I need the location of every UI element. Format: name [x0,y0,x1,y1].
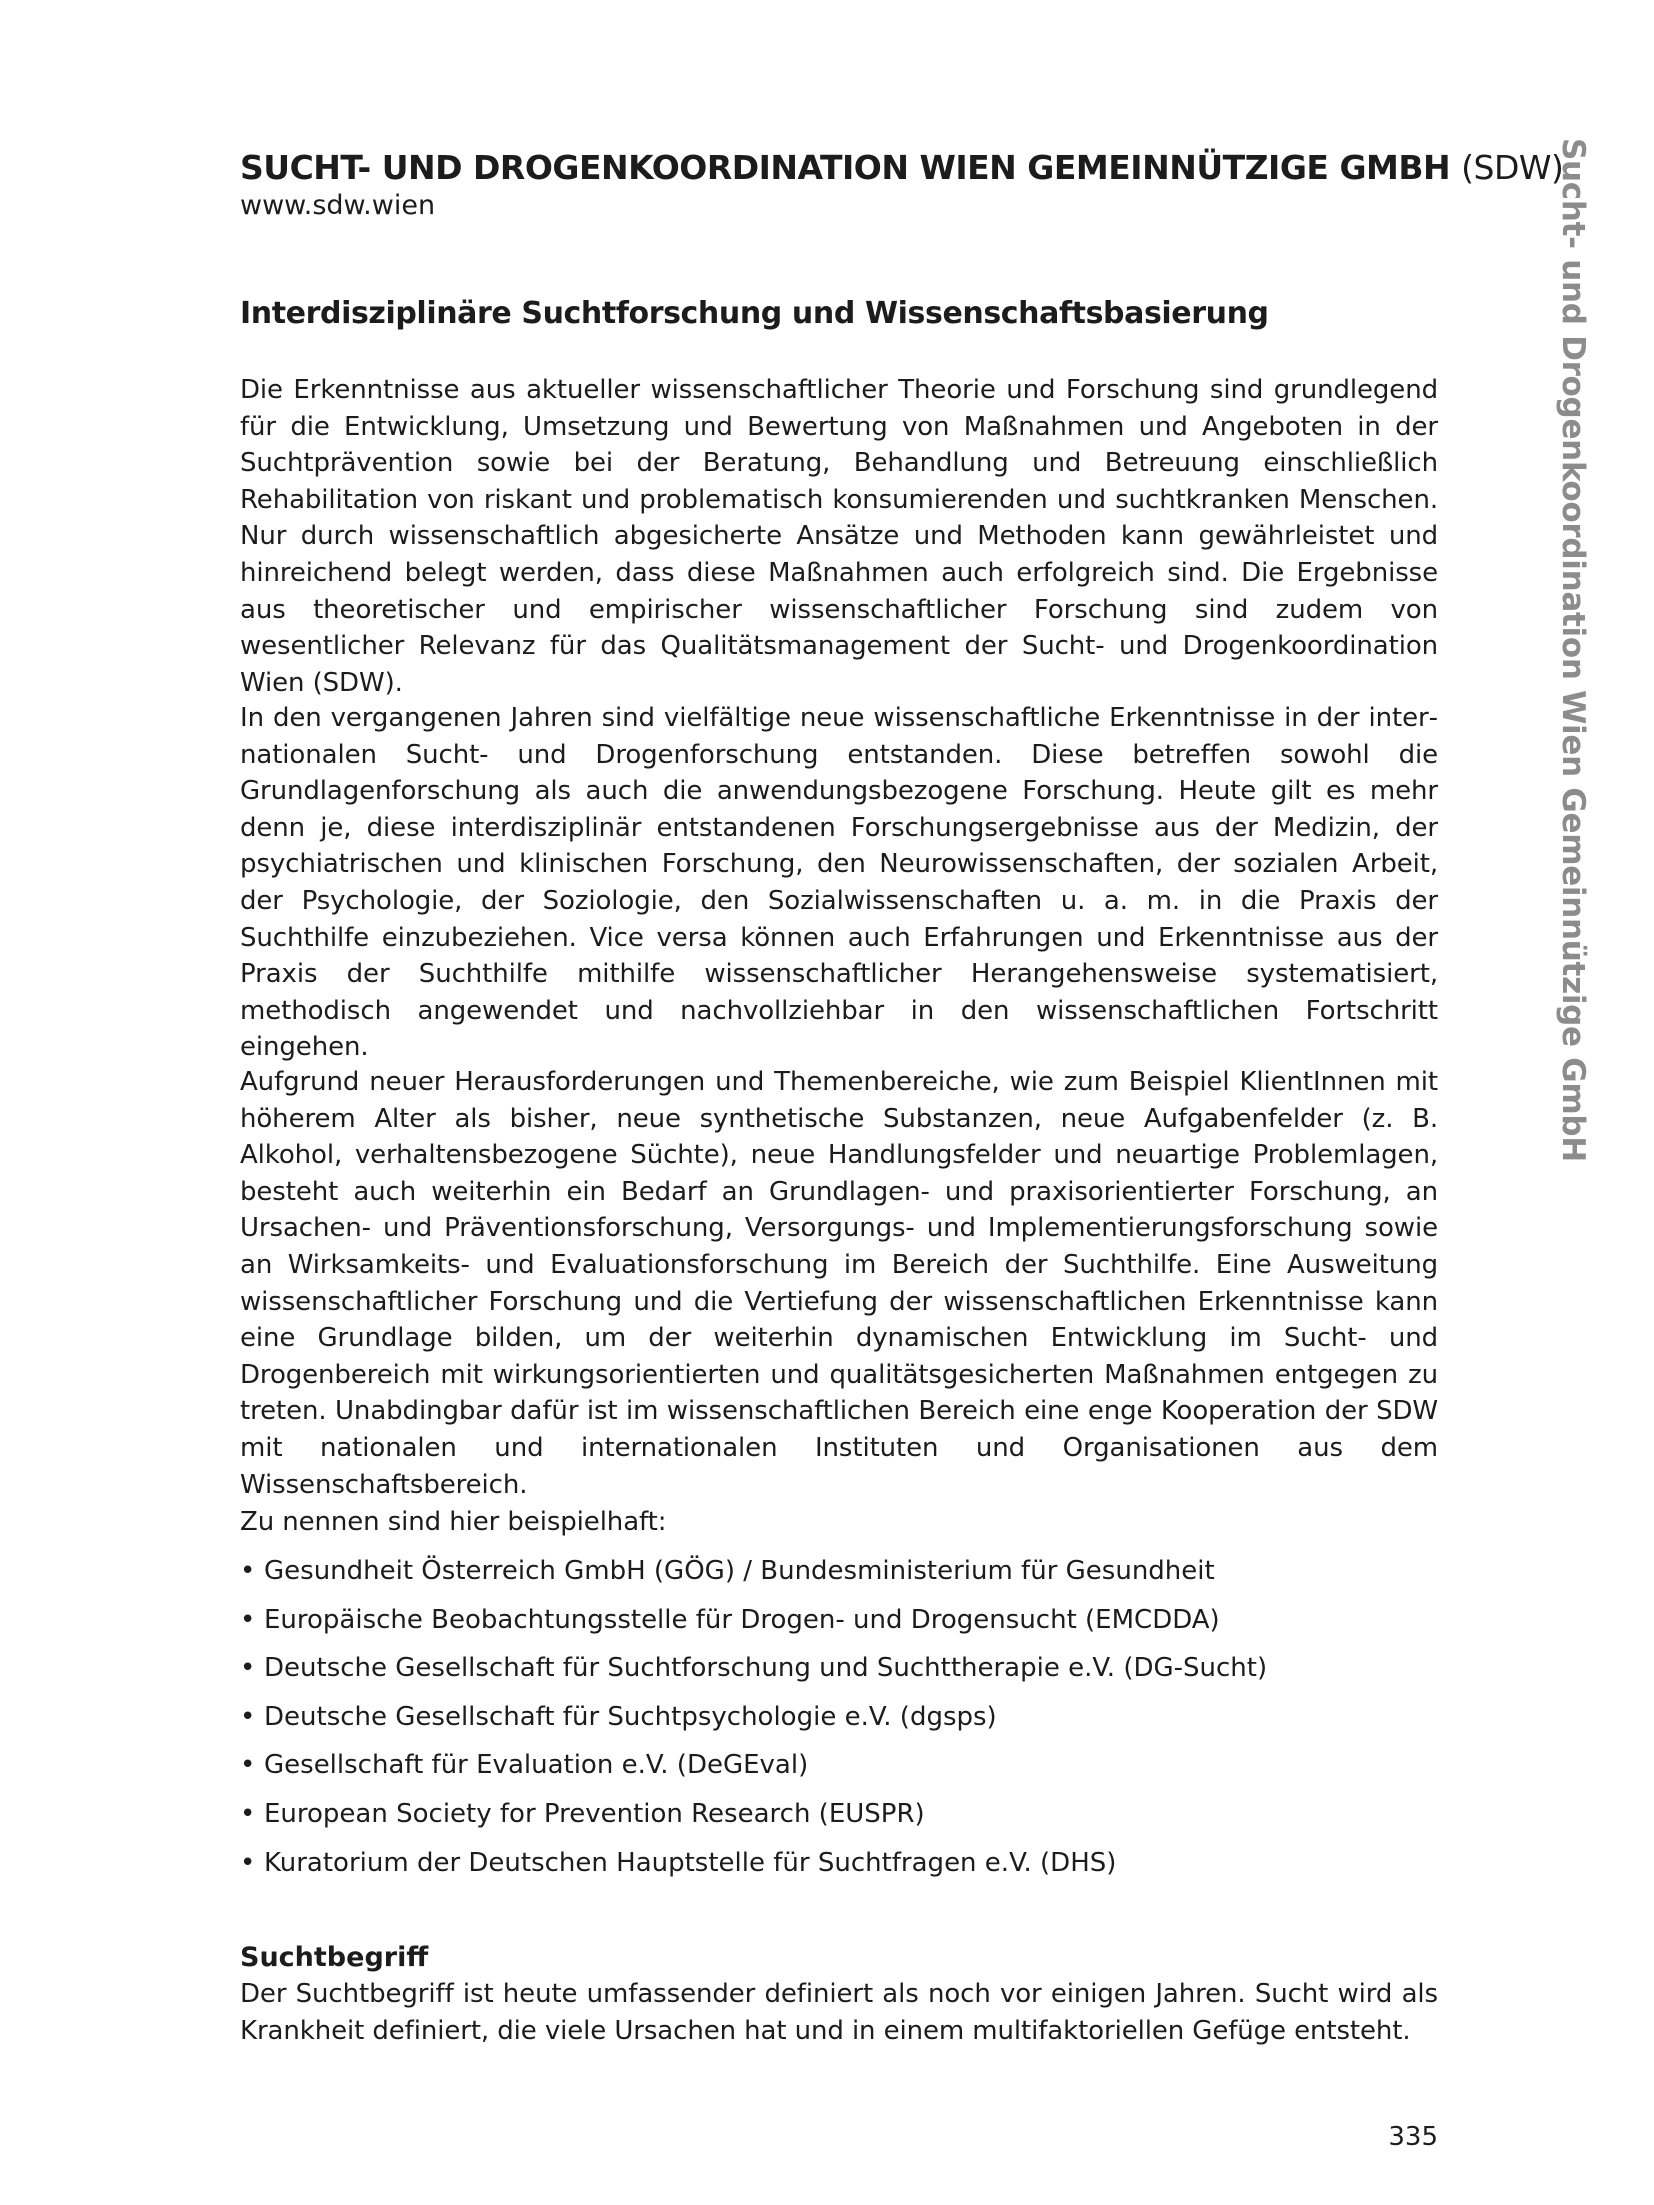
list-item [240,1747,1440,1796]
side-running-title: Sucht- und Drogenkoordination Wien Gemeinnützige GmbH [1555,138,1591,1162]
bullet-icon: • [240,1653,256,1684]
paragraph-3: Aufgrund neuer Herausforderungen und Themenbereiche, wie zum Beispiel KlientInnen mit höherem Alter als bisher, neue synthetische Substanzen, neue Aufgabenfelder (z. B. Alkohol, verhaltensbezogene Süchte), neue Handlungsfelder und neuartige Problemlagen, besteht auch weiterhin ein Bedarf an Grundlagen- und praxisorientierter Forschung, an Ursachen- und Präventionsforschung, Versorgungs- und Implementierungsforschung sowie an Wirksamkeits- und Evaluationsforschung im Bereich der Suchthilfe. Eine Ausweitung wissenschaftlicher Forschung und die Vertiefung der wissenschaftlichen Erkenntnisse kann eine Grundlage bilden, um der weiterhin dynamischen Entwicklung im Sucht- und Drogenbereich mit wirkungsorientierten und qualitätsgesicherten Maßnahmen entgegen zu treten. Unabdingbar dafür ist im wissenschaftlichen Bereich eine enge Kooperation der SDW mit nationalen und internationalen Instituten und Organisationen aus dem Wissenschaftsbereich. [240,1067,1438,1500]
list-item-text: Deutsche Gesellschaft für Suchtpsychologie e.V. (dgsps) [264,1701,997,1732]
list-item [240,1845,1440,1894]
organization-title [240,148,1564,188]
list-item [240,1796,1440,1845]
list-item-text: Gesellschaft für Evaluation e.V. (DeGEval) [264,1750,809,1781]
subsection-paragraph: Der Suchtbegriff ist heute umfassender definiert als noch vor einigen Jahren. Sucht wird als Krankheit definiert, die viele Ursachen hat und in einem multifaktoriellen Gefüge entsteht. [240,1979,1438,2046]
paragraph-2: In den vergangenen Jahren sind vielfältige neue wissenschaftliche Erkenntnisse in der internationalen Sucht- und Drogenforschung entstanden. Diese betreffen sowohl die Grundlagenforschung als auch die anwendungsbezogene Forschung. Heute gilt es mehr denn je, diese interdisziplinär entstandenen Forschungsergebnisse aus der Medizin, der psychiatrischen und klinischen Forschung, den Neurowissenschaften, der sozialen Arbeit, der Psychologie, der Soziologie, den Sozialwissenschaften u. a. m. in die Praxis der Suchthilfe einzubeziehen. Vice versa können auch Erfahrungen und Erkenntnisse aus der Praxis der Suchthilfe mithilfe wissenschaftlicher Herangehensweise systematisiert, methodisch angewendet und nachvollziehbar in den wissenschaftlichen Fortschritt eingehen. [240,703,1438,1063]
list-item [240,1602,1440,1651]
bullet-icon: • [240,1556,256,1586]
organization-abbreviation: (SDW) [1461,148,1564,187]
paragraph-1: Die Erkenntnisse aus aktueller wissenschaftlicher Theorie und Forschung sind grundlegend für die Entwicklung, Umsetzung und Bewertung von Maßnahmen und Angeboten in der Suchtprävention sowie bei der Beratung, Behandlung und Betreuung einschließlich Rehabilitation von riskant und problematisch konsumierenden und suchtkranken Menschen. Nur durch wissenschaftlich abgesicherte Ansätze und Methoden kann gewährleistet und hinreichend belegt werden, dass diese Maßnahmen auch erfolgreich sind. Die Ergebnisse aus theoretischer und empirischer wissenschaftlicher Forschung sind zudem von wesentlicher Relevanz für das Qualitätsmanagement der Sucht- und Drogenkoordination Wien (SDW). [240,375,1438,698]
bullet-icon: • [240,1604,256,1635]
bullet-icon: • [240,1847,256,1878]
organization-url: www.sdw.wien [240,190,436,221]
list-item [240,1553,1440,1602]
list-item [240,1699,1440,1748]
bullet-icon: • [240,1750,256,1781]
bullet-icon: • [240,1701,256,1732]
section-title: Interdisziplinäre Suchtforschung und Wissenschaftsbasierung [240,296,1269,331]
list-item [240,1650,1440,1699]
institution-list [240,1553,1440,1893]
list-item-text: Kuratorium der Deutschen Hauptstelle für Suchtfragen e.V. (DHS) [264,1847,1117,1878]
organization-name: SUCHT- UND DROGENKOORDINATION WIEN GEMEINNÜTZIGE GMBH [240,148,1451,187]
list-item-text: Deutsche Gesellschaft für Suchtforschung und Suchttherapie e.V. (DG-Sucht) [264,1653,1268,1684]
page-number: 335 [1388,2122,1438,2152]
paragraph-4: Zu nennen sind hier beispielhaft: [240,1507,667,1537]
bullet-icon: • [240,1798,256,1829]
list-item-text: European Society for Prevention Research (EUSPR) [264,1798,925,1829]
list-item-text: Europäische Beobachtungsstelle für Drogen- und Drogensucht (EMCDDA) [264,1604,1220,1635]
subsection-title: Suchtbegriff [240,1942,429,1973]
list-item-text: Gesundheit Österreich GmbH (GÖG) / Bundesministerium für Gesundheit [264,1556,1215,1586]
